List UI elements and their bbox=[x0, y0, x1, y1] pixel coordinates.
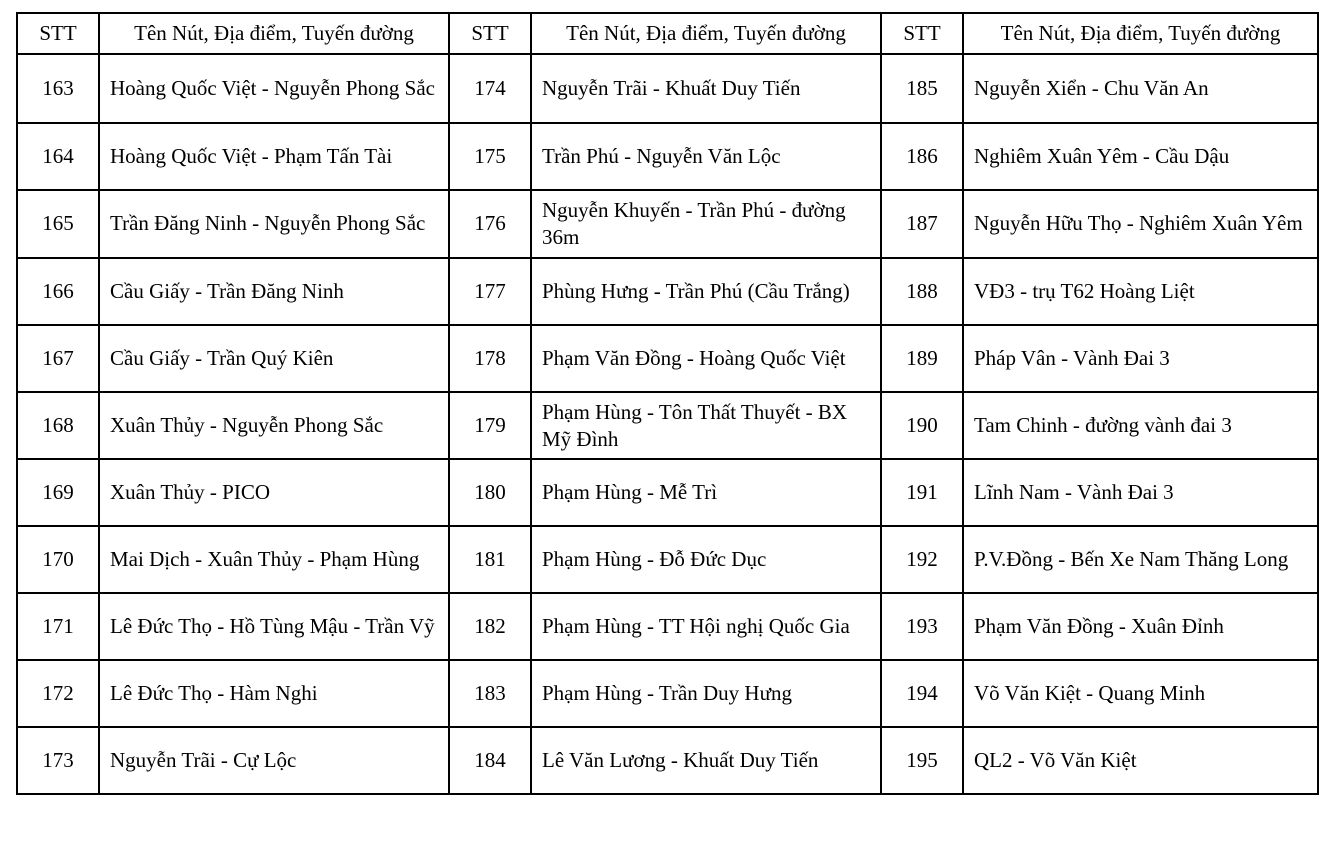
cell-name: Xuân Thủy - Nguyễn Phong Sắc bbox=[99, 392, 449, 460]
header-name-1: Tên Nút, Địa điểm, Tuyến đường bbox=[99, 13, 449, 54]
cell-stt: 171 bbox=[17, 593, 99, 660]
cell-name: Xuân Thủy - PICO bbox=[99, 459, 449, 526]
table-row bbox=[17, 325, 1318, 392]
cell-stt: 165 bbox=[17, 190, 99, 258]
header-stt-1: STT bbox=[17, 13, 99, 54]
cell-name: Phạm Hùng - Tôn Thất Thuyết - BX Mỹ Đình bbox=[531, 392, 881, 460]
cell-stt: 163 bbox=[17, 54, 99, 123]
cell-stt: 168 bbox=[17, 392, 99, 460]
table-header bbox=[17, 13, 1318, 54]
header-stt-2: STT bbox=[449, 13, 531, 54]
cell-name: Phạm Hùng - Mễ Trì bbox=[531, 459, 881, 526]
cell-name: Pháp Vân - Vành Đai 3 bbox=[963, 325, 1318, 392]
cell-name: Hoàng Quốc Việt - Nguyễn Phong Sắc bbox=[99, 54, 449, 123]
cell-name: Lê Đức Thọ - Hồ Tùng Mậu - Trần Vỹ bbox=[99, 593, 449, 660]
cell-name: Phạm Văn Đồng - Xuân Đỉnh bbox=[963, 593, 1318, 660]
cell-name: Hoàng Quốc Việt - Phạm Tấn Tài bbox=[99, 123, 449, 190]
cell-name: P.V.Đồng - Bến Xe Nam Thăng Long bbox=[963, 526, 1318, 593]
cell-stt: 167 bbox=[17, 325, 99, 392]
cell-stt: 180 bbox=[449, 459, 531, 526]
cell-stt: 175 bbox=[449, 123, 531, 190]
cell-stt: 174 bbox=[449, 54, 531, 123]
cell-stt: 183 bbox=[449, 660, 531, 727]
cell-name: Phạm Hùng - TT Hội nghị Quốc Gia bbox=[531, 593, 881, 660]
cell-name: Nguyễn Hữu Thọ - Nghiêm Xuân Yêm bbox=[963, 190, 1318, 258]
cell-name: Phạm Hùng - Trần Duy Hưng bbox=[531, 660, 881, 727]
table-row bbox=[17, 123, 1318, 190]
cell-stt: 188 bbox=[881, 258, 963, 325]
cell-stt: 186 bbox=[881, 123, 963, 190]
cell-stt: 184 bbox=[449, 727, 531, 794]
cell-stt: 177 bbox=[449, 258, 531, 325]
table-row bbox=[17, 190, 1318, 258]
cell-name: Cầu Giấy - Trần Đăng Ninh bbox=[99, 258, 449, 325]
cell-stt: 193 bbox=[881, 593, 963, 660]
cell-name: Nghiêm Xuân Yêm - Cầu Dậu bbox=[963, 123, 1318, 190]
cell-stt: 179 bbox=[449, 392, 531, 460]
table-body bbox=[17, 54, 1318, 795]
cell-stt: 192 bbox=[881, 526, 963, 593]
cell-name: Nguyễn Khuyến - Trần Phú - đường 36m bbox=[531, 190, 881, 258]
cell-stt: 169 bbox=[17, 459, 99, 526]
cell-name: Nguyễn Trãi - Khuất Duy Tiến bbox=[531, 54, 881, 123]
header-name-2: Tên Nút, Địa điểm, Tuyến đường bbox=[531, 13, 881, 54]
cell-name: Phùng Hưng - Trần Phú (Cầu Trắng) bbox=[531, 258, 881, 325]
cell-name: Phạm Hùng - Đỗ Đức Dục bbox=[531, 526, 881, 593]
cell-name: Lê Văn Lương - Khuất Duy Tiến bbox=[531, 727, 881, 794]
cell-stt: 173 bbox=[17, 727, 99, 794]
cell-stt: 178 bbox=[449, 325, 531, 392]
cell-stt: 182 bbox=[449, 593, 531, 660]
table-row bbox=[17, 593, 1318, 660]
cell-stt: 185 bbox=[881, 54, 963, 123]
cell-stt: 164 bbox=[17, 123, 99, 190]
cell-name: Lê Đức Thọ - Hàm Nghi bbox=[99, 660, 449, 727]
cell-stt: 181 bbox=[449, 526, 531, 593]
table-row bbox=[17, 258, 1318, 325]
table-header-row bbox=[17, 13, 1318, 54]
cell-stt: 166 bbox=[17, 258, 99, 325]
cell-stt: 189 bbox=[881, 325, 963, 392]
cell-stt: 190 bbox=[881, 392, 963, 460]
cell-name: Mai Dịch - Xuân Thủy - Phạm Hùng bbox=[99, 526, 449, 593]
cell-stt: 194 bbox=[881, 660, 963, 727]
cell-stt: 170 bbox=[17, 526, 99, 593]
cell-name: Cầu Giấy - Trần Quý Kiên bbox=[99, 325, 449, 392]
header-stt-3: STT bbox=[881, 13, 963, 54]
cell-name: Trần Phú - Nguyễn Văn Lộc bbox=[531, 123, 881, 190]
cell-stt: 176 bbox=[449, 190, 531, 258]
table-row bbox=[17, 727, 1318, 794]
cell-stt: 172 bbox=[17, 660, 99, 727]
cell-name: Nguyễn Trãi - Cự Lộc bbox=[99, 727, 449, 794]
cell-name: Phạm Văn Đồng - Hoàng Quốc Việt bbox=[531, 325, 881, 392]
cell-stt: 195 bbox=[881, 727, 963, 794]
table-row bbox=[17, 392, 1318, 460]
header-name-3: Tên Nút, Địa điểm, Tuyến đường bbox=[963, 13, 1318, 54]
cell-name: QL2 - Võ Văn Kiệt bbox=[963, 727, 1318, 794]
intersections-table bbox=[16, 12, 1319, 795]
cell-name: Tam Chinh - đường vành đai 3 bbox=[963, 392, 1318, 460]
cell-name: Nguyễn Xiển - Chu Văn An bbox=[963, 54, 1318, 123]
table-row bbox=[17, 526, 1318, 593]
cell-name: VĐ3 - trụ T62 Hoàng Liệt bbox=[963, 258, 1318, 325]
cell-stt: 187 bbox=[881, 190, 963, 258]
table-row bbox=[17, 459, 1318, 526]
table-row bbox=[17, 660, 1318, 727]
cell-name: Trần Đăng Ninh - Nguyễn Phong Sắc bbox=[99, 190, 449, 258]
cell-name: Lĩnh Nam - Vành Đai 3 bbox=[963, 459, 1318, 526]
cell-name: Võ Văn Kiệt - Quang Minh bbox=[963, 660, 1318, 727]
cell-stt: 191 bbox=[881, 459, 963, 526]
table-row bbox=[17, 54, 1318, 123]
